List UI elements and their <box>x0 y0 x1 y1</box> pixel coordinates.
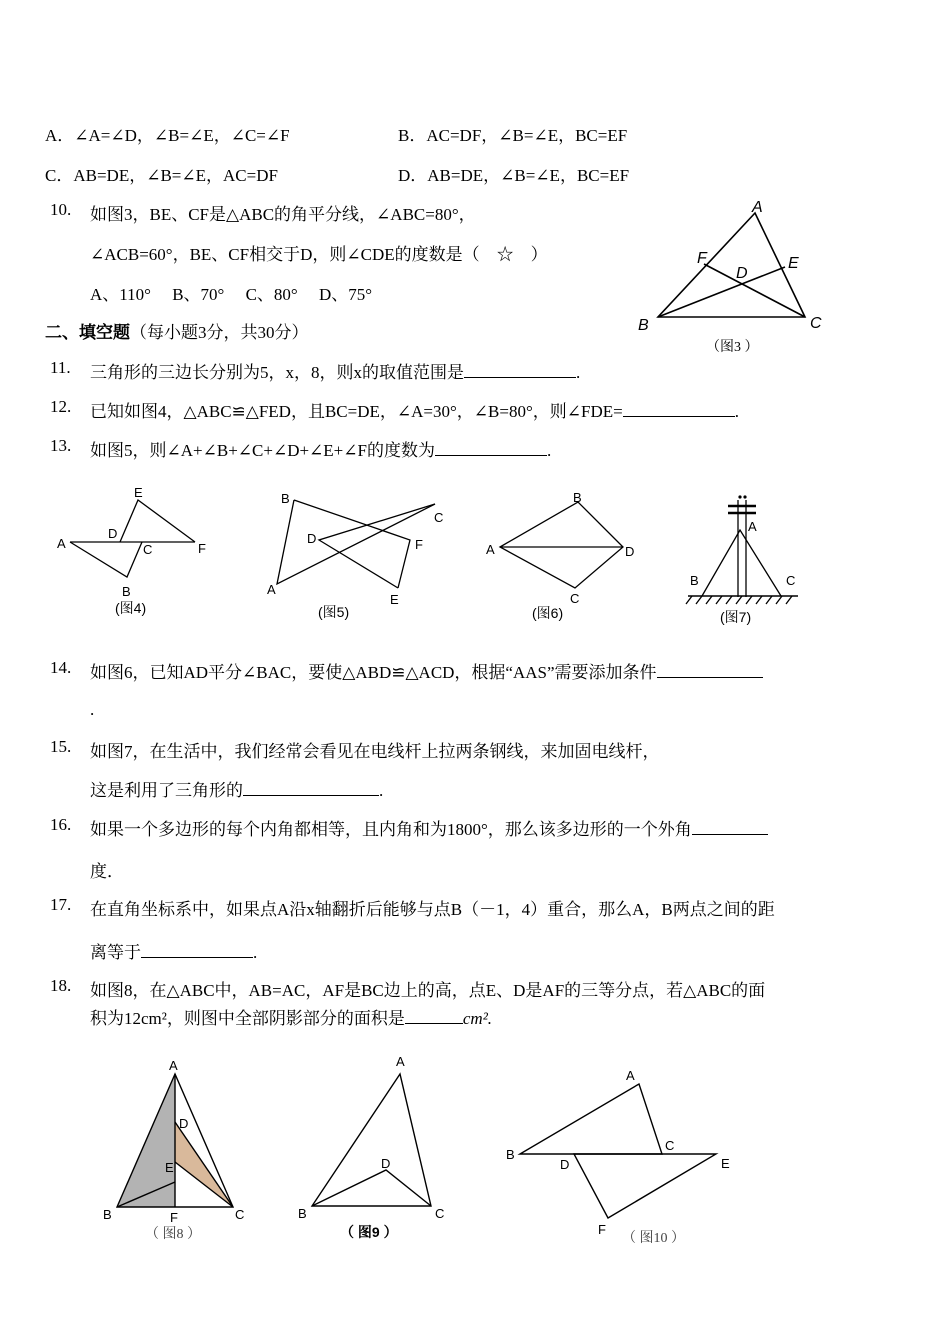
q10-line2: ∠ACB=60°，BE、CF相交于D，则∠CDE的度数是（ ☆ ） <box>90 245 548 264</box>
fig3-caption: （图3 ） <box>706 340 759 355</box>
q13-end: . <box>546 441 552 460</box>
q15-number: 15. <box>50 737 72 756</box>
q12-text: 已知如图4，△ABC≌△FED，且BC=DE，∠A=30°，∠B=80°，则∠FDE= <box>90 402 623 421</box>
fig3-label-b: B <box>638 317 649 334</box>
fig10-triangle-abc <box>520 1084 662 1154</box>
fig10-label-b: B <box>506 1147 515 1162</box>
q17-line1: 在直角坐标系中，如果点A沿x轴翻折后能够与点B（－1，4）重合，那么A，B两点之间的距 <box>90 900 775 919</box>
q18-number: 18. <box>50 976 72 995</box>
section-2-header <box>45 318 309 343</box>
q14-end: . <box>90 700 95 719</box>
q11-end: . <box>576 363 581 382</box>
q13-text-row <box>90 436 551 461</box>
fig8-label-f: F <box>170 1210 178 1225</box>
fig6-label-d: D <box>625 544 635 559</box>
fig4-label-f: F <box>198 541 206 556</box>
fig3-label-a: A <box>752 199 763 216</box>
q9-option-c: C．AB=DE，∠B=∠E，AC=DF <box>45 166 278 185</box>
section-2-title: 二、填空题 <box>45 323 130 342</box>
q16-answer-blank[interactable] <box>692 817 768 835</box>
fig10-label-d: D <box>560 1157 570 1172</box>
fig7-insulator-right <box>743 495 746 498</box>
q11-text: 三角形的三边长分别为5，x，8，则x的取值范围是 <box>90 363 464 382</box>
fig10-label-c: C <box>665 1138 675 1153</box>
fig10-label-a: A <box>626 1068 635 1083</box>
q14-text: 如图6，已知AD平分∠BAC，要使△ABD≌△ACD，根据“AAS”需要添加条件 <box>90 663 657 682</box>
q13-number: 13. <box>50 436 72 455</box>
figure-7 <box>680 492 810 632</box>
fig10-label-e: E <box>721 1156 730 1171</box>
fig3-label-d: D <box>736 265 748 282</box>
fig3-triangle-abc <box>658 213 805 317</box>
figure-9 <box>290 1048 460 1248</box>
q11-answer-blank[interactable] <box>464 360 576 378</box>
fig8-label-d: D <box>179 1116 189 1131</box>
figure-6 <box>480 485 650 630</box>
q15-answer-blank[interactable] <box>243 778 379 796</box>
q18-line1: 如图8，在△ABC中，AB=AC，AF是BC边上的高，点E、D是AF的三等分点，若△ABC的面 <box>90 981 766 1000</box>
q15-end: . <box>379 781 384 800</box>
fig9-triangle-abc <box>312 1074 431 1206</box>
fig4-caption: (图4) <box>115 600 147 616</box>
q17-number: 17. <box>50 895 72 914</box>
q9-option-a: A．∠A=∠D，∠B=∠E，∠C=∠F <box>45 126 290 145</box>
fig9-label-b: B <box>298 1206 307 1221</box>
fig8-label-a: A <box>169 1058 178 1073</box>
q9-option-d: D．AB=DE，∠B=∠E，BC=EF <box>398 166 630 185</box>
q18-answer-blank[interactable] <box>405 1006 463 1024</box>
q18-line2a: 积为12cm²，则图中全部阴影部分的面积是 <box>90 1009 405 1028</box>
fig3-label-c: C <box>810 315 822 332</box>
fig5-label-b: B <box>281 491 290 506</box>
fig4-label-e: E <box>134 485 143 500</box>
q9-option-b: B．AC=DF，∠B=∠E，BC=EF <box>398 126 628 145</box>
q12-text-row <box>90 397 739 422</box>
q16-line2: 度． <box>90 862 124 881</box>
fig9-label-a: A <box>396 1054 405 1069</box>
fig5-label-a: A <box>267 582 276 597</box>
fig7-ground-hatching <box>686 596 792 604</box>
q14-number: 14. <box>50 658 72 677</box>
q16-text-row <box>90 815 768 840</box>
q15-line1: 如图7，在生活中，我们经常会看见在电线杆上拉两条钢线，来加固电线杆， <box>90 742 660 761</box>
q14-text-row <box>90 658 763 683</box>
figure-5 <box>255 482 455 632</box>
fig3-segment-be <box>658 267 785 317</box>
q17-answer-blank[interactable] <box>141 940 253 958</box>
fig7-guy-wires <box>702 530 781 596</box>
fig3-label-e: E <box>788 255 799 272</box>
fig5-label-d: D <box>307 531 317 546</box>
fig5-caption: (图5) <box>318 604 350 620</box>
q16-line1: 如果一个多边形的每个内角都相等，且内角和为1800°，那么该多边形的一个外角 <box>90 820 692 839</box>
fig8-label-b: B <box>103 1207 112 1222</box>
q12-end: . <box>734 402 739 421</box>
fig3-label-f: F <box>697 250 707 267</box>
fig7-label-c: C <box>786 573 796 588</box>
fig9-label-c: C <box>435 1206 445 1221</box>
fig8-label-c: C <box>235 1207 245 1222</box>
q12-number: 12. <box>50 397 72 416</box>
figure-3 <box>630 195 830 360</box>
q14-answer-blank[interactable] <box>657 660 763 678</box>
fig7-caption: (图7) <box>720 609 752 625</box>
fig10-label-f: F <box>598 1222 606 1237</box>
q17-end: . <box>253 943 258 962</box>
fig10-triangle-def <box>574 1154 716 1218</box>
q15-text-row <box>90 776 383 801</box>
fig9-path-bdc <box>312 1170 431 1206</box>
fig6-label-a: A <box>486 542 495 557</box>
fig6-label-c: C <box>570 591 580 606</box>
q10-line1: 如图3，BE、CF是△ABC的角平分线，∠ABC=80°， <box>90 205 476 224</box>
fig6-quadrilateral <box>500 502 623 588</box>
q11-text-row <box>90 358 580 383</box>
fig10-caption: （ 图10 ） <box>622 1231 685 1246</box>
fig4-label-d: D <box>108 526 118 541</box>
fig5-label-c: C <box>434 510 444 525</box>
figure-10 <box>500 1062 750 1257</box>
fig4-label-a: A <box>57 536 66 551</box>
fig8-caption: （ 图8 ） <box>145 1227 201 1242</box>
section-2-note: （每小题3分，共30分） <box>130 323 309 342</box>
q10-options: A、110° B、70° C、80° D、75° <box>90 285 373 304</box>
q13-answer-blank[interactable] <box>435 438 547 456</box>
fig8-label-e: E <box>165 1160 174 1175</box>
fig6-caption: (图6) <box>532 605 564 621</box>
fig4-triangle-abc <box>70 542 142 577</box>
fig4-label-b: B <box>122 584 131 599</box>
fig9-caption: （ 图9 ） <box>340 1224 398 1240</box>
fig5-label-f: F <box>415 537 423 552</box>
q10-number: 10. <box>50 200 72 219</box>
fig9-label-d: D <box>381 1156 391 1171</box>
figure-4 <box>50 480 220 630</box>
q17-line2: 离等于 <box>90 943 141 962</box>
fig4-label-c: C <box>143 542 153 557</box>
fig7-label-b: B <box>690 573 699 588</box>
fig7-label-a: A <box>748 519 757 534</box>
q11-number: 11. <box>50 358 71 377</box>
q18-line2b: cm². <box>462 1009 493 1028</box>
fig5-path-b-a-c <box>277 500 435 584</box>
q18-text-row <box>90 1004 492 1029</box>
fig7-insulator-left <box>738 495 741 498</box>
q17-text-row <box>90 938 257 963</box>
fig4-triangle-def <box>120 500 195 542</box>
q13-text: 如图5，则∠A+∠B+∠C+∠D+∠E+∠F的度数为 <box>90 441 435 460</box>
q15-line2: 这是利用了三角形的 <box>90 781 243 800</box>
fig5-label-e: E <box>390 592 399 607</box>
q16-number: 16. <box>50 815 72 834</box>
figure-8 <box>95 1052 265 1252</box>
fig6-label-b: B <box>573 490 582 505</box>
q12-answer-blank[interactable] <box>623 399 735 417</box>
